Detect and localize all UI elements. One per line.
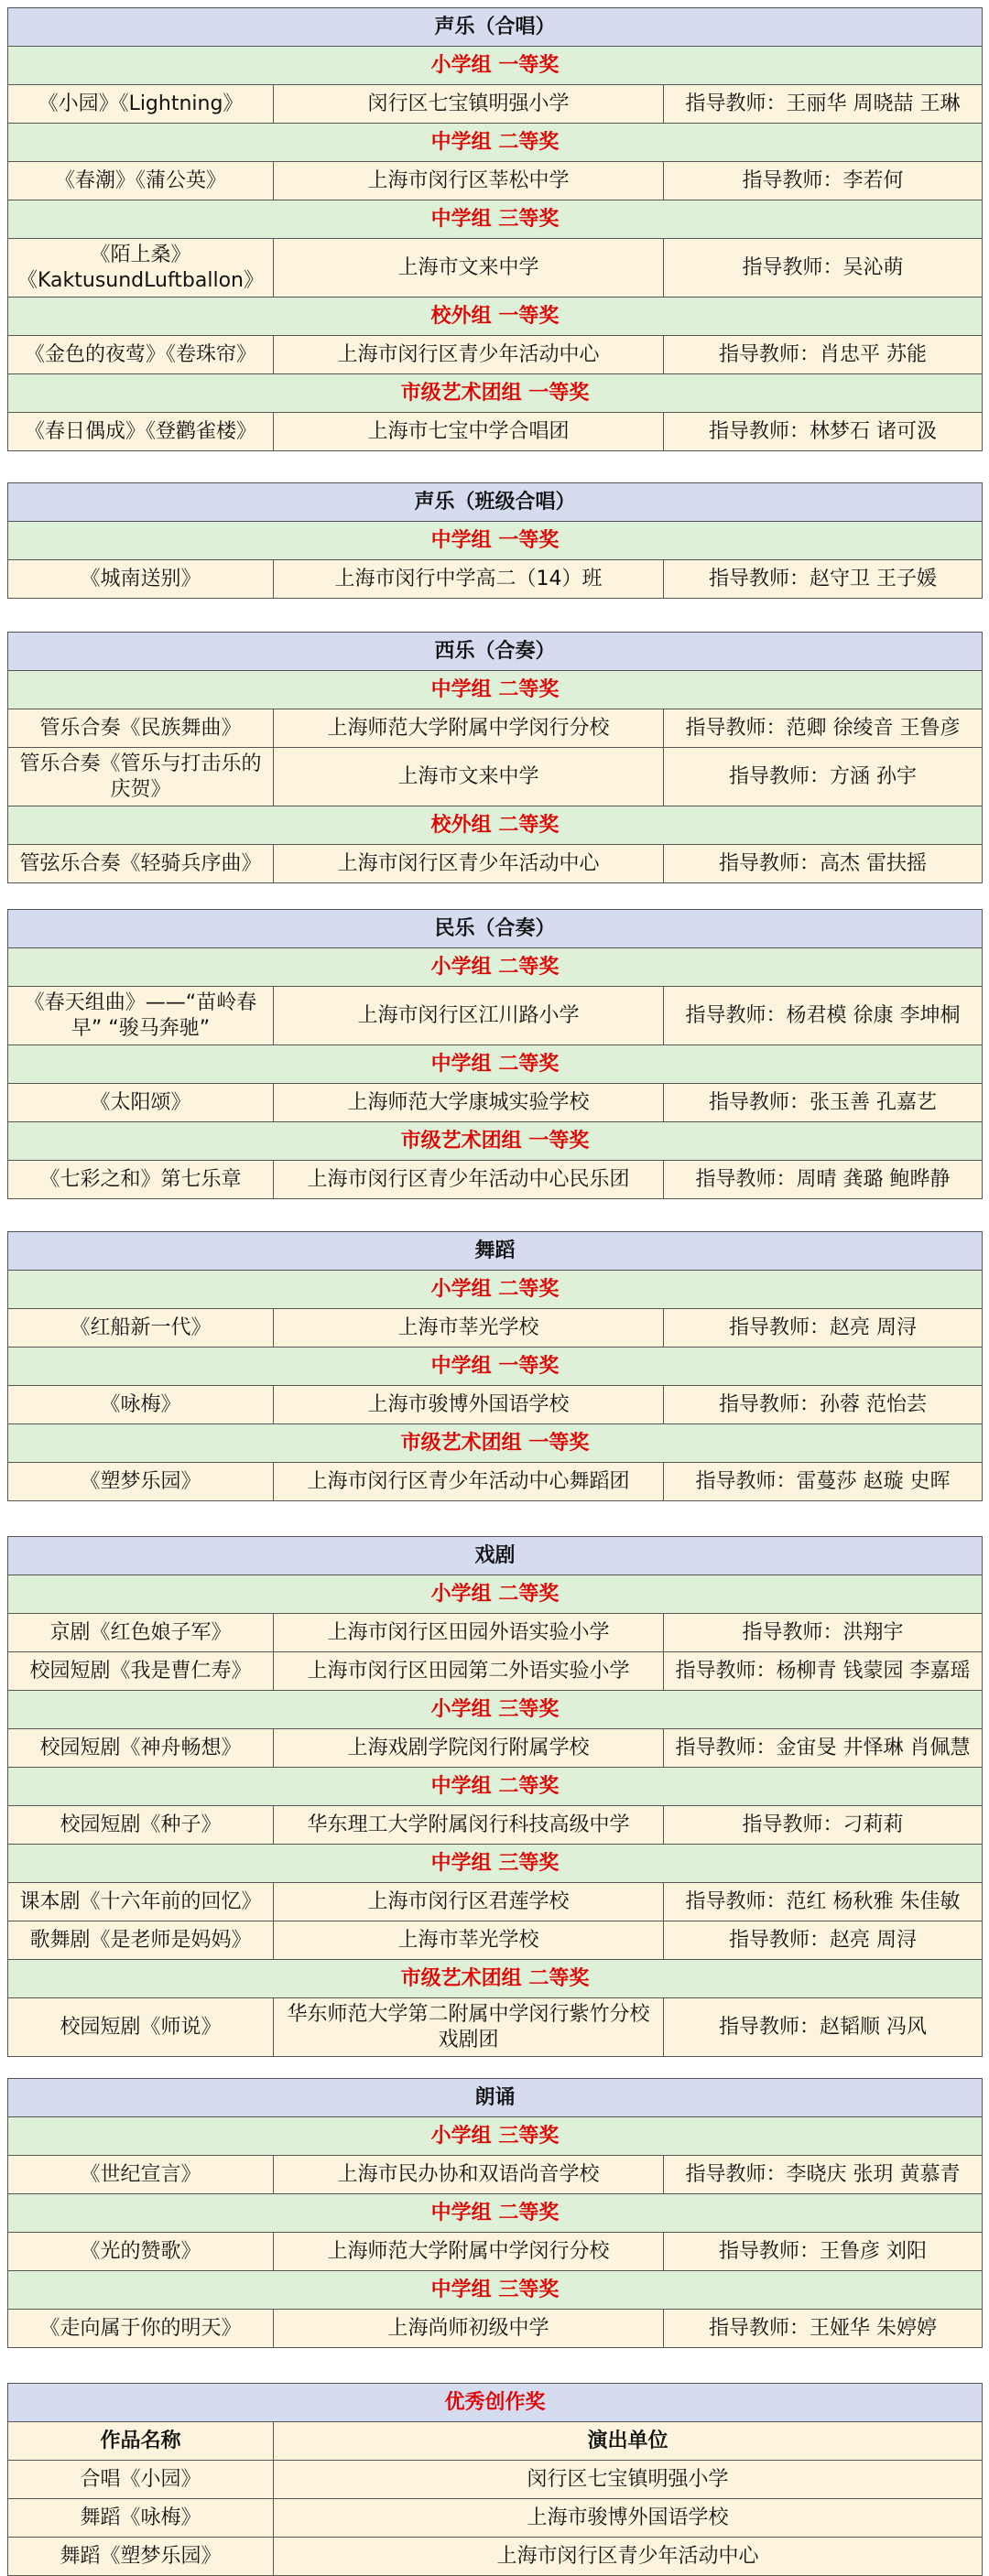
instructor: 指导教师：高杰 雷扶摇 [664, 845, 983, 883]
instructor: 指导教师：赵守卫 王子媛 [664, 560, 983, 599]
work-name: 课本剧《十六年前的回忆》 [8, 1883, 274, 1921]
table-row [8, 1806, 983, 1845]
performing-unit: 上海市闵行区江川路小学 [274, 987, 664, 1045]
performing-unit: 上海市莘光学校 [274, 1309, 664, 1348]
section-title: 声乐（合唱） [8, 8, 983, 47]
performing-unit: 上海市闵行中学高二（14）班 [274, 560, 664, 599]
work-name: 《塑梦乐园》 [8, 1463, 274, 1501]
section-title-row [8, 633, 983, 671]
section-title: 声乐（班级合唱） [8, 483, 983, 522]
work-name: 《春日偶成》《登鹳雀楼》 [8, 413, 274, 451]
performing-unit: 上海市闵行区君莲学校 [274, 1883, 664, 1921]
performing-unit: 上海师范大学附属中学闵行分校 [274, 2233, 664, 2271]
work-name: 京剧《红色娘子军》 [8, 1614, 274, 1652]
award-group-row [8, 806, 983, 845]
awards-table [7, 482, 983, 599]
instructor: 指导教师：赵亮 周浔 [664, 1309, 983, 1348]
table-row [8, 239, 983, 298]
award-group-row [8, 948, 983, 987]
awards-table [7, 1536, 983, 2057]
instructor: 指导教师：洪翔宇 [664, 1614, 983, 1652]
performing-unit: 上海市闵行区青少年活动中心 [274, 2538, 983, 2576]
award-group-label: 中学组 一等奖 [8, 1348, 983, 1386]
performing-unit: 上海市骏博外国语学校 [274, 1386, 664, 1424]
award-group-row [8, 522, 983, 560]
work-name: 《太阳颂》 [8, 1084, 274, 1122]
award-group-label: 中学组 二等奖 [8, 2194, 983, 2233]
work-name: 《光的赞歌》 [8, 2233, 274, 2271]
performing-unit: 上海市闵行区莘松中学 [274, 162, 664, 200]
section-title-row [8, 2079, 983, 2117]
award-group-label: 市级艺术团组 一等奖 [8, 1122, 983, 1161]
instructor: 指导教师：范红 杨秋雅 朱佳敏 [664, 1883, 983, 1921]
award-group-label: 中学组 三等奖 [8, 1845, 983, 1883]
performing-unit: 上海市骏博外国语学校 [274, 2499, 983, 2538]
section-title-row [8, 483, 983, 522]
instructor: 指导教师：李晓庆 张玥 黄慕青 [664, 2156, 983, 2194]
award-group-label: 中学组 三等奖 [8, 200, 983, 239]
instructor: 指导教师：周晴 龚璐 鲍晔静 [664, 1161, 983, 1199]
table-row [8, 1614, 983, 1652]
section-title-row [8, 2384, 983, 2422]
work-name: 《春潮》《蒲公英》 [8, 162, 274, 200]
instructor: 指导教师：赵亮 周浔 [664, 1921, 983, 1960]
award-group-row [8, 1271, 983, 1309]
section-title-row [8, 1537, 983, 1575]
instructor: 指导教师：孙蓉 范怡芸 [664, 1386, 983, 1424]
table-row [8, 2499, 983, 2538]
award-group-row [8, 2117, 983, 2156]
instructor: 指导教师：雷蔓莎 赵璇 史晖 [664, 1463, 983, 1501]
awards-table [7, 1231, 983, 1501]
award-group-label: 小学组 二等奖 [8, 1271, 983, 1309]
section-title-row [8, 1232, 983, 1271]
award-group-row [8, 1845, 983, 1883]
section-title-row [8, 8, 983, 47]
award-group-label: 中学组 二等奖 [8, 1045, 983, 1084]
instructor: 指导教师：王丽华 周晓喆 王琳 [664, 85, 983, 124]
section-excellent-creation [7, 2383, 982, 2576]
work-name: 管弦乐合奏《轻骑兵序曲》 [8, 845, 274, 883]
performing-unit: 华东师范大学第二附属中学闵行紫竹分校戏剧团 [274, 1998, 664, 2057]
awards-table [7, 7, 983, 451]
table-row [8, 1998, 983, 2057]
section-title: 西乐（合奏） [8, 633, 983, 671]
performing-unit: 上海师范大学附属中学闵行分校 [274, 709, 664, 748]
performing-unit: 上海市闵行区田园第二外语实验小学 [274, 1652, 664, 1691]
work-name: 校园短剧《我是曹仁寿》 [8, 1652, 274, 1691]
performing-unit: 闵行区七宝镇明强小学 [274, 85, 664, 124]
performing-unit: 上海市文来中学 [274, 239, 664, 298]
award-group-row [8, 1424, 983, 1463]
performing-unit: 上海市闵行区青少年活动中心 [274, 336, 664, 374]
table-row [8, 2156, 983, 2194]
work-name: 舞蹈《塑梦乐园》 [8, 2538, 274, 2576]
award-group-row [8, 2271, 983, 2310]
award-group-label: 小学组 三等奖 [8, 1691, 983, 1729]
performing-unit: 上海师范大学康城实验学校 [274, 1084, 664, 1122]
award-group-label: 中学组 三等奖 [8, 2271, 983, 2310]
performing-unit: 上海市闵行区青少年活动中心民乐团 [274, 1161, 664, 1199]
instructor: 指导教师：方涵 孙宇 [664, 748, 983, 806]
instructor: 指导教师：刁莉莉 [664, 1806, 983, 1845]
award-group-row [8, 2194, 983, 2233]
column-header-unit: 演出单位 [274, 2422, 983, 2461]
instructor: 指导教师：吴沁萌 [664, 239, 983, 298]
table-row [8, 1729, 983, 1768]
table-row [8, 2461, 983, 2499]
table-row [8, 2233, 983, 2271]
award-group-label: 中学组 二等奖 [8, 1768, 983, 1806]
work-name: 合唱《小园》 [8, 2461, 274, 2499]
award-group-label: 市级艺术团组 一等奖 [8, 374, 983, 413]
performing-unit: 上海尚师初级中学 [274, 2310, 664, 2348]
performing-unit: 上海市莘光学校 [274, 1921, 664, 1960]
award-group-label: 小学组 三等奖 [8, 2117, 983, 2156]
table-row [8, 987, 983, 1045]
instructor: 指导教师：杨柳青 钱蒙园 李嘉瑶 [664, 1652, 983, 1691]
instructor: 指导教师：杨君模 徐康 李坤桐 [664, 987, 983, 1045]
work-name: 校园短剧《神舟畅想》 [8, 1729, 274, 1768]
work-name: 《陌上桑》《KaktusundLuftballon》 [8, 239, 274, 298]
performing-unit: 上海市文来中学 [274, 748, 664, 806]
work-name: 校园短剧《种子》 [8, 1806, 274, 1845]
section-choir [7, 7, 982, 451]
instructor: 指导教师：赵韬顺 冯风 [664, 1998, 983, 2057]
performing-unit: 华东理工大学附属闵行科技高级中学 [274, 1806, 664, 1845]
instructor: 指导教师：张玉善 孔嘉艺 [664, 1084, 983, 1122]
instructor: 指导教师：李若何 [664, 162, 983, 200]
award-group-row [8, 124, 983, 162]
work-name: 管乐合奏《管乐与打击乐的庆贺》 [8, 748, 274, 806]
table-row [8, 1084, 983, 1122]
work-name: 《红船新一代》 [8, 1309, 274, 1348]
section-title: 民乐（合奏） [8, 910, 983, 948]
instructor: 指导教师：林梦石 诸可汲 [664, 413, 983, 451]
table-row [8, 1386, 983, 1424]
section-drama [7, 1536, 982, 2057]
award-group-row [8, 1045, 983, 1084]
award-group-row [8, 200, 983, 239]
section-title: 戏剧 [8, 1537, 983, 1575]
section-recitation [7, 2078, 982, 2348]
award-group-label: 小学组 二等奖 [8, 1575, 983, 1614]
award-group-row [8, 1122, 983, 1161]
section-title: 优秀创作奖 [8, 2384, 983, 2422]
award-group-label: 小学组 一等奖 [8, 47, 983, 85]
award-group-label: 中学组 二等奖 [8, 124, 983, 162]
awards-table [7, 2078, 983, 2348]
performing-unit: 闵行区七宝镇明强小学 [274, 2461, 983, 2499]
work-name: 《世纪宣言》 [8, 2156, 274, 2194]
table-row [8, 2310, 983, 2348]
award-group-row [8, 298, 983, 336]
table-row [8, 162, 983, 200]
section-title-row [8, 910, 983, 948]
instructor: 指导教师：王鲁彦 刘阳 [664, 2233, 983, 2271]
work-name: 《走向属于你的明天》 [8, 2310, 274, 2348]
section-western-ensemble [7, 632, 982, 883]
instructor: 指导教师：王娅华 朱婷婷 [664, 2310, 983, 2348]
award-group-label: 市级艺术团组 一等奖 [8, 1424, 983, 1463]
column-header-row [8, 2422, 983, 2461]
work-name: 《金色的夜莺》《卷珠帘》 [8, 336, 274, 374]
work-name: 校园短剧《师说》 [8, 1998, 274, 2057]
section-title: 朗诵 [8, 2079, 983, 2117]
table-row [8, 1652, 983, 1691]
award-group-label: 中学组 二等奖 [8, 671, 983, 709]
table-row [8, 1309, 983, 1348]
award-group-row [8, 1575, 983, 1614]
table-row [8, 709, 983, 748]
award-group-label: 中学组 一等奖 [8, 522, 983, 560]
award-group-label: 校外组 一等奖 [8, 298, 983, 336]
award-group-row [8, 47, 983, 85]
section-class-choir [7, 482, 982, 599]
performing-unit: 上海市民办协和双语尚音学校 [274, 2156, 664, 2194]
table-row [8, 2538, 983, 2576]
table-row [8, 1883, 983, 1921]
performing-unit: 上海市闵行区青少年活动中心舞蹈团 [274, 1463, 664, 1501]
work-name: 舞蹈《咏梅》 [8, 2499, 274, 2538]
award-group-row [8, 1768, 983, 1806]
award-group-label: 小学组 二等奖 [8, 948, 983, 987]
award-group-row [8, 1691, 983, 1729]
performing-unit: 上海市闵行区田园外语实验小学 [274, 1614, 664, 1652]
performing-unit: 上海市七宝中学合唱团 [274, 413, 664, 451]
award-group-row [8, 1348, 983, 1386]
table-row [8, 748, 983, 806]
instructor: 指导教师：范卿 徐绫音 王鲁彦 [664, 709, 983, 748]
section-title: 舞蹈 [8, 1232, 983, 1271]
work-name: 《小园》《Lightning》 [8, 85, 274, 124]
table-row [8, 413, 983, 451]
instructor: 指导教师：金宙旻 井怿琳 肖佩慧 [664, 1729, 983, 1768]
table-row [8, 560, 983, 599]
work-name: 《城南送别》 [8, 560, 274, 599]
table-row [8, 85, 983, 124]
table-row [8, 336, 983, 374]
section-dance [7, 1231, 982, 1501]
work-name: 《七彩之和》第七乐章 [8, 1161, 274, 1199]
awards-table [7, 632, 983, 883]
performing-unit: 上海戏剧学院闵行附属学校 [274, 1729, 664, 1768]
award-group-label: 市级艺术团组 二等奖 [8, 1960, 983, 1998]
work-name: 管乐合奏《民族舞曲》 [8, 709, 274, 748]
section-folk-ensemble [7, 909, 982, 1199]
table-row [8, 845, 983, 883]
award-group-label: 校外组 二等奖 [8, 806, 983, 845]
work-name: 歌舞剧《是老师是妈妈》 [8, 1921, 274, 1960]
performing-unit: 上海市闵行区青少年活动中心 [274, 845, 664, 883]
table-row [8, 1921, 983, 1960]
table-row [8, 1161, 983, 1199]
award-group-row [8, 374, 983, 413]
award-group-row [8, 1960, 983, 1998]
awards-table [7, 2383, 983, 2576]
work-name: 《咏梅》 [8, 1386, 274, 1424]
awards-table [7, 909, 983, 1199]
work-name: 《春天组曲》——“苗岭春早” “骏马奔驰” [8, 987, 274, 1045]
instructor: 指导教师：肖忠平 苏能 [664, 336, 983, 374]
column-header-work: 作品名称 [8, 2422, 274, 2461]
table-row [8, 1463, 983, 1501]
award-group-row [8, 671, 983, 709]
